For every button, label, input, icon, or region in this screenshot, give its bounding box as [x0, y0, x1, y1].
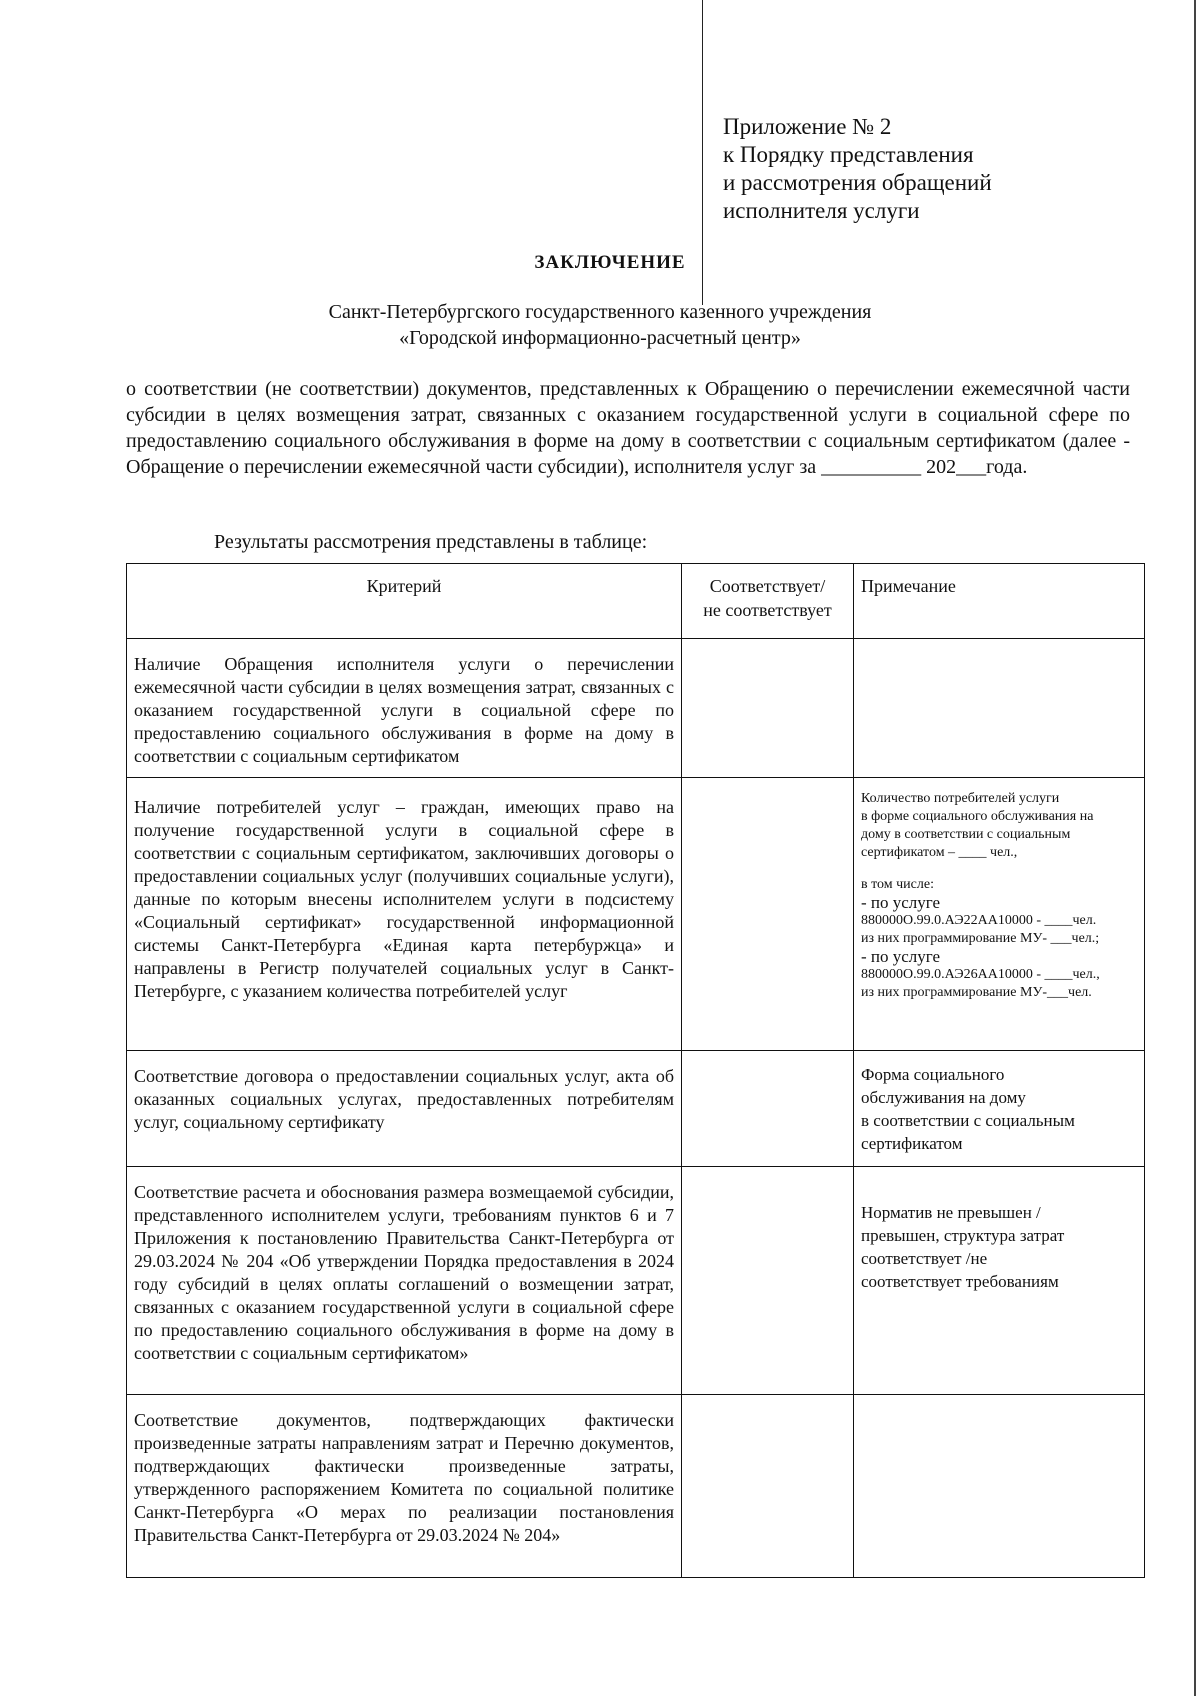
- note-line: 880000О.99.0.АЭ22АА10000 - ____чел.: [861, 913, 1097, 928]
- note-cell: [854, 1051, 1145, 1167]
- note-cell: [854, 1395, 1145, 1578]
- annex-header: [723, 113, 992, 225]
- note-text: [861, 1063, 1137, 1155]
- note-line: обслуживания на дому: [861, 1088, 1026, 1107]
- criterion-cell: [127, 778, 682, 1051]
- criterion-cell: [127, 1395, 682, 1578]
- criterion-text: Соответствие расчета и обоснования размера возмещаемой субсидии, представленного исполнителем услуги, требованиям пунктов 6 и 7 Приложения к постановлению Правительства Санкт-Петербурга от 29.03.2024 № 204 «Об утверждении Порядка предоставления в 2024 году субсидий в целях оплаты соглашений о возмещении затрат, связанных с оказанием государственной услуги в социальной сфере по предоставлению социального обслуживания в форме на дому в соответствии с социальным сертификатом»: [134, 1182, 674, 1363]
- note-text: [861, 1201, 1137, 1293]
- annex-line: исполнителя услуги: [723, 198, 920, 223]
- note-cell: [854, 778, 1145, 1051]
- header-criterion: Критерий: [127, 564, 682, 639]
- table-row: [127, 1395, 1145, 1578]
- criterion-cell: [127, 1051, 682, 1167]
- criterion-text: Соответствие документов, подтверждающих фактически произведенные затраты направлениям затрат и Перечню документов, подтверждающих фактически произведенные затраты, утвержденного распоряжением Комитета по социальной политике Санкт-Петербурга «О мерах по реализации постановления Правительства Санкт-Петербурга от 29.03.2024 № 204»: [134, 1410, 674, 1545]
- table-row: [127, 1051, 1145, 1167]
- header-compliance-line: Соответствует/: [709, 576, 826, 596]
- annex-line: Приложение № 2: [723, 114, 892, 139]
- note-line: соответствует требованиям: [861, 1272, 1059, 1291]
- note-spacer: [861, 862, 1137, 876]
- note-line: из них программирование МУ- ___чел.;: [861, 931, 1100, 946]
- note-line: сертификатом – ____ чел.,: [861, 845, 1018, 860]
- note-line: - по услуге: [861, 893, 941, 912]
- criterion-cell: [127, 1167, 682, 1395]
- note-cell: [854, 639, 1145, 778]
- note-line: дому в соответствии с социальным: [861, 827, 1071, 842]
- table-row: [127, 639, 1145, 778]
- note-line: превышен, структура затрат: [861, 1226, 1065, 1245]
- note-line: Количество потребителей услуги: [861, 791, 1060, 806]
- compliance-cell: [682, 1051, 854, 1167]
- document-title: ЗАКЛЮЧЕНИЕ: [534, 252, 686, 273]
- table-row: [127, 1167, 1145, 1395]
- header-compliance-line: не соответствует: [703, 600, 832, 620]
- organization-line: Санкт-Петербургского государственного казенного учреждения: [328, 301, 872, 323]
- compliance-cell: [682, 639, 854, 778]
- note-cell: [854, 1167, 1145, 1395]
- organization-name: [0, 299, 1200, 351]
- note-text: [861, 790, 1137, 1002]
- note-line: из них программирование МУ-___чел.: [861, 985, 1092, 1000]
- criterion-cell: [127, 639, 682, 778]
- note-line: сертификатом: [861, 1134, 963, 1153]
- header-compliance: [682, 564, 854, 639]
- results-intro: Результаты рассмотрения представлены в таблице:: [214, 531, 648, 553]
- intro-paragraph: о соответствии (не соответствии) документов, представленных к Обращению о перечислении ежемесячной части субсидии в целях возмещения затрат, связанных с оказанием государственной услуги в социальной сфере по предоставлению социального обслуживания в форме на дому в соответствии с социальным сертификатом (далее - Обращение о перечислении ежемесячной части субсидии), исполнителя услуг за __________ 202___года.: [126, 378, 1130, 478]
- compliance-cell: [682, 1167, 854, 1395]
- criterion-text: Соответствие договора о предоставлении социальных услуг, акта об оказанных социальных услугах, предоставленных потребителям услуг, социальному сертификату: [134, 1066, 674, 1132]
- compliance-cell: [682, 778, 854, 1051]
- criterion-text: Наличие Обращения исполнителя услуги о перечислении ежемесячной части субсидии в целях возмещения затрат, связанных с оказанием государственной услуги в социальной сфере по предоставлению социального обслуживания в форме на дому в соответствии с социальным сертификатом: [134, 654, 674, 766]
- note-line: соответствует /не: [861, 1249, 988, 1268]
- note-line: Норматив не превышен /: [861, 1203, 1041, 1222]
- note-line: 880000О.99.0.АЭ26АА10000 - ____чел.,: [861, 967, 1100, 982]
- criteria-table: [126, 563, 1145, 1578]
- note-line: - по услуге: [861, 947, 941, 966]
- compliance-cell: [682, 1395, 854, 1578]
- note-line: в форме социального обслуживания на: [861, 809, 1094, 824]
- criterion-text: Наличие потребителей услуг – граждан, имеющих право на получение государственной услуги в социальной сфере в соответствии с социальным сертификатом, заключивших договоры о предоставлении социальных услуг (получивших социальные услуги), данные по которым внесены исполнителем услуги в подсистему «Социальный сертификат» государственной информационной системы Санкт-Петербурга «Единая карта петербуржца» и направлены в Регистр получателей социальных услуг в Санкт-Петербурге, с указанием количества потребителей услуг: [134, 797, 674, 1001]
- header-note: Примечание: [854, 564, 1145, 639]
- organization-line: «Городской информационно-расчетный центр»: [399, 327, 801, 349]
- table-header-row: [127, 564, 1145, 639]
- note-line: в том числе:: [861, 877, 934, 892]
- annex-line: и рассмотрения обращений: [723, 170, 992, 195]
- table-row: [127, 778, 1145, 1051]
- note-line: в соответствии с социальным: [861, 1111, 1075, 1130]
- note-line: Форма социального: [861, 1065, 1005, 1084]
- annex-line: к Порядку представления: [723, 142, 974, 167]
